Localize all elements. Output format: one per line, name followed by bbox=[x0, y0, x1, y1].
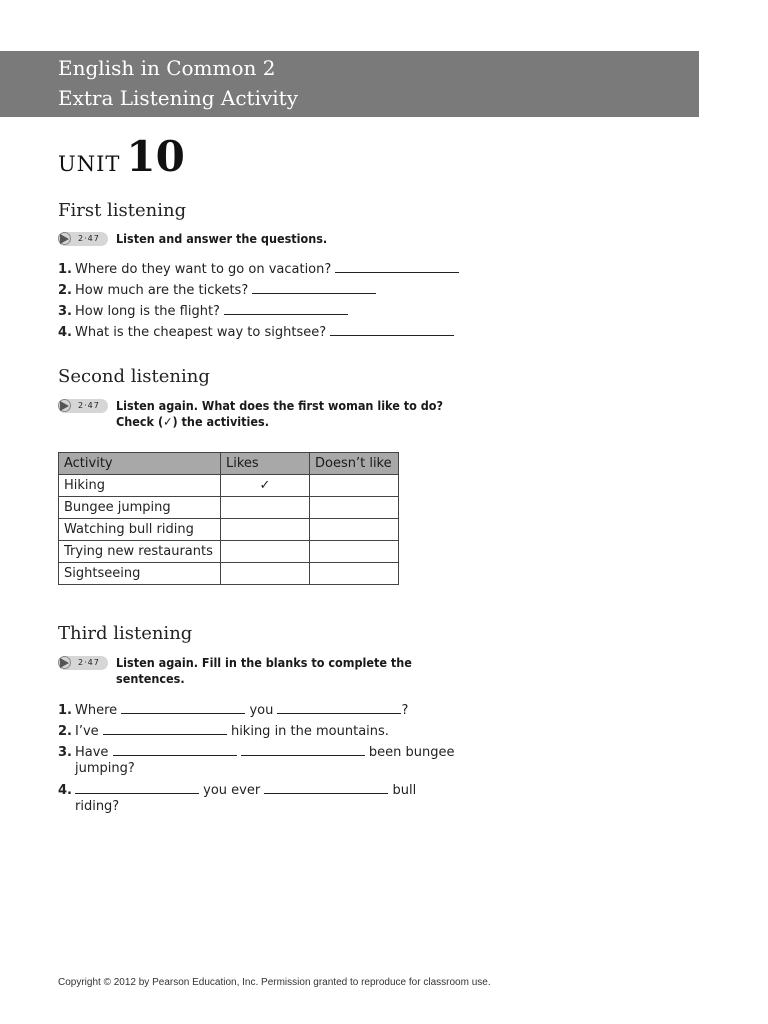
play-icon bbox=[60, 234, 69, 244]
column-header-doesnt-like: Doesn’t like bbox=[310, 453, 399, 475]
answer-blank[interactable] bbox=[224, 302, 348, 315]
question-number: 4. bbox=[58, 325, 72, 340]
activities-table bbox=[58, 452, 399, 585]
sentence-4-continuation: riding? bbox=[75, 799, 120, 814]
answer-blank[interactable] bbox=[103, 722, 227, 735]
question-number: 2. bbox=[58, 283, 72, 298]
instruction-line: Check (✓) the activities. bbox=[116, 414, 269, 429]
sentence-1 bbox=[58, 701, 408, 719]
sentence-number: 2. bbox=[58, 724, 72, 739]
second-listening-title: Second listening bbox=[58, 366, 210, 387]
question-number: 3. bbox=[58, 304, 72, 319]
likes-checkbox-cell[interactable] bbox=[221, 497, 310, 519]
activity-cell: Trying new restaurants bbox=[59, 541, 221, 563]
question-4 bbox=[58, 323, 454, 341]
question-3 bbox=[58, 302, 348, 320]
instruction-line: Listen again. What does the first woman like to do? bbox=[116, 398, 444, 413]
answer-blank[interactable] bbox=[252, 281, 376, 294]
answer-blank[interactable] bbox=[121, 701, 245, 714]
sentence-text: bull bbox=[392, 783, 417, 798]
second-instruction bbox=[116, 398, 443, 430]
table-row bbox=[59, 519, 399, 541]
sentence-4 bbox=[58, 781, 416, 799]
sentence-text: I’ve bbox=[75, 724, 99, 739]
sentence-text: you bbox=[249, 703, 274, 718]
table-header-row bbox=[59, 453, 399, 475]
sentence-2 bbox=[58, 722, 389, 740]
sentence-text: hiking in the mountains. bbox=[230, 724, 389, 739]
question-number: 1. bbox=[58, 262, 72, 277]
question-1 bbox=[58, 260, 459, 278]
play-icon bbox=[60, 658, 69, 668]
column-header-likes: Likes bbox=[221, 453, 310, 475]
track-number: 2·47 bbox=[78, 234, 100, 243]
track-number: 2·47 bbox=[78, 401, 100, 410]
table-row bbox=[59, 475, 399, 497]
sentence-3-continuation: jumping? bbox=[75, 761, 135, 776]
copyright-footer: Copyright © 2012 by Pearson Education, Inc. Permission granted to reproduce for classroom use. bbox=[58, 977, 491, 988]
doesnt-like-checkbox-cell[interactable] bbox=[310, 475, 399, 497]
unit-number: 10 bbox=[126, 132, 185, 181]
answer-blank[interactable] bbox=[330, 323, 454, 336]
sentence-text: Have bbox=[75, 745, 109, 760]
question-2 bbox=[58, 281, 376, 299]
unit-label: UNIT bbox=[58, 152, 121, 176]
sentence-text: ? bbox=[401, 703, 409, 718]
audio-track-badge bbox=[58, 232, 108, 246]
table-row bbox=[59, 497, 399, 519]
header-banner bbox=[0, 51, 699, 117]
sentence-number: 4. bbox=[58, 783, 72, 798]
sentence-number: 1. bbox=[58, 703, 72, 718]
first-instruction: Listen and answer the questions. bbox=[116, 231, 328, 246]
audio-track-badge bbox=[58, 399, 108, 413]
doesnt-like-checkbox-cell[interactable] bbox=[310, 519, 399, 541]
answer-blank[interactable] bbox=[241, 743, 365, 756]
unit-heading bbox=[58, 132, 185, 181]
likes-checkbox-cell[interactable] bbox=[221, 563, 310, 585]
audio-track-badge bbox=[58, 656, 108, 670]
activity-cell: Watching bull riding bbox=[59, 519, 221, 541]
sentence-text: been bungee bbox=[368, 745, 455, 760]
first-listening-title: First listening bbox=[58, 200, 187, 221]
likes-checkbox-cell[interactable] bbox=[221, 541, 310, 563]
table-row bbox=[59, 541, 399, 563]
sentence-3 bbox=[58, 743, 454, 761]
doesnt-like-checkbox-cell[interactable] bbox=[310, 563, 399, 585]
table-row bbox=[59, 563, 399, 585]
sentence-text: you ever bbox=[203, 783, 261, 798]
book-title: English in Common 2 bbox=[58, 56, 276, 80]
answer-blank[interactable] bbox=[75, 781, 199, 794]
activity-cell: Bungee jumping bbox=[59, 497, 221, 519]
likes-checkbox-cell[interactable] bbox=[221, 519, 310, 541]
third-listening-title: Third listening bbox=[58, 623, 193, 644]
question-text: How much are the tickets? bbox=[75, 283, 249, 298]
answer-blank[interactable] bbox=[113, 743, 237, 756]
sentence-text: Where bbox=[75, 703, 118, 718]
doesnt-like-checkbox-cell[interactable] bbox=[310, 541, 399, 563]
answer-blank[interactable] bbox=[277, 701, 401, 714]
activity-title: Extra Listening Activity bbox=[58, 86, 298, 110]
sentence-number: 3. bbox=[58, 745, 72, 760]
answer-blank[interactable] bbox=[264, 781, 388, 794]
question-text: How long is the flight? bbox=[75, 304, 220, 319]
activity-cell: Sightseeing bbox=[59, 563, 221, 585]
activity-cell: Hiking bbox=[59, 475, 221, 497]
likes-checkbox-cell[interactable]: ✓ bbox=[221, 475, 310, 497]
instruction-line: Listen again. Fill in the blanks to complete the bbox=[116, 655, 412, 670]
question-text: What is the cheapest way to sightsee? bbox=[75, 325, 327, 340]
doesnt-like-checkbox-cell[interactable] bbox=[310, 497, 399, 519]
play-icon bbox=[60, 401, 69, 411]
third-instruction bbox=[116, 655, 412, 687]
answer-blank[interactable] bbox=[335, 260, 459, 273]
track-number: 2·47 bbox=[78, 658, 100, 667]
instruction-line: sentences. bbox=[116, 671, 185, 686]
question-text: Where do they want to go on vacation? bbox=[75, 262, 332, 277]
column-header-activity: Activity bbox=[59, 453, 221, 475]
